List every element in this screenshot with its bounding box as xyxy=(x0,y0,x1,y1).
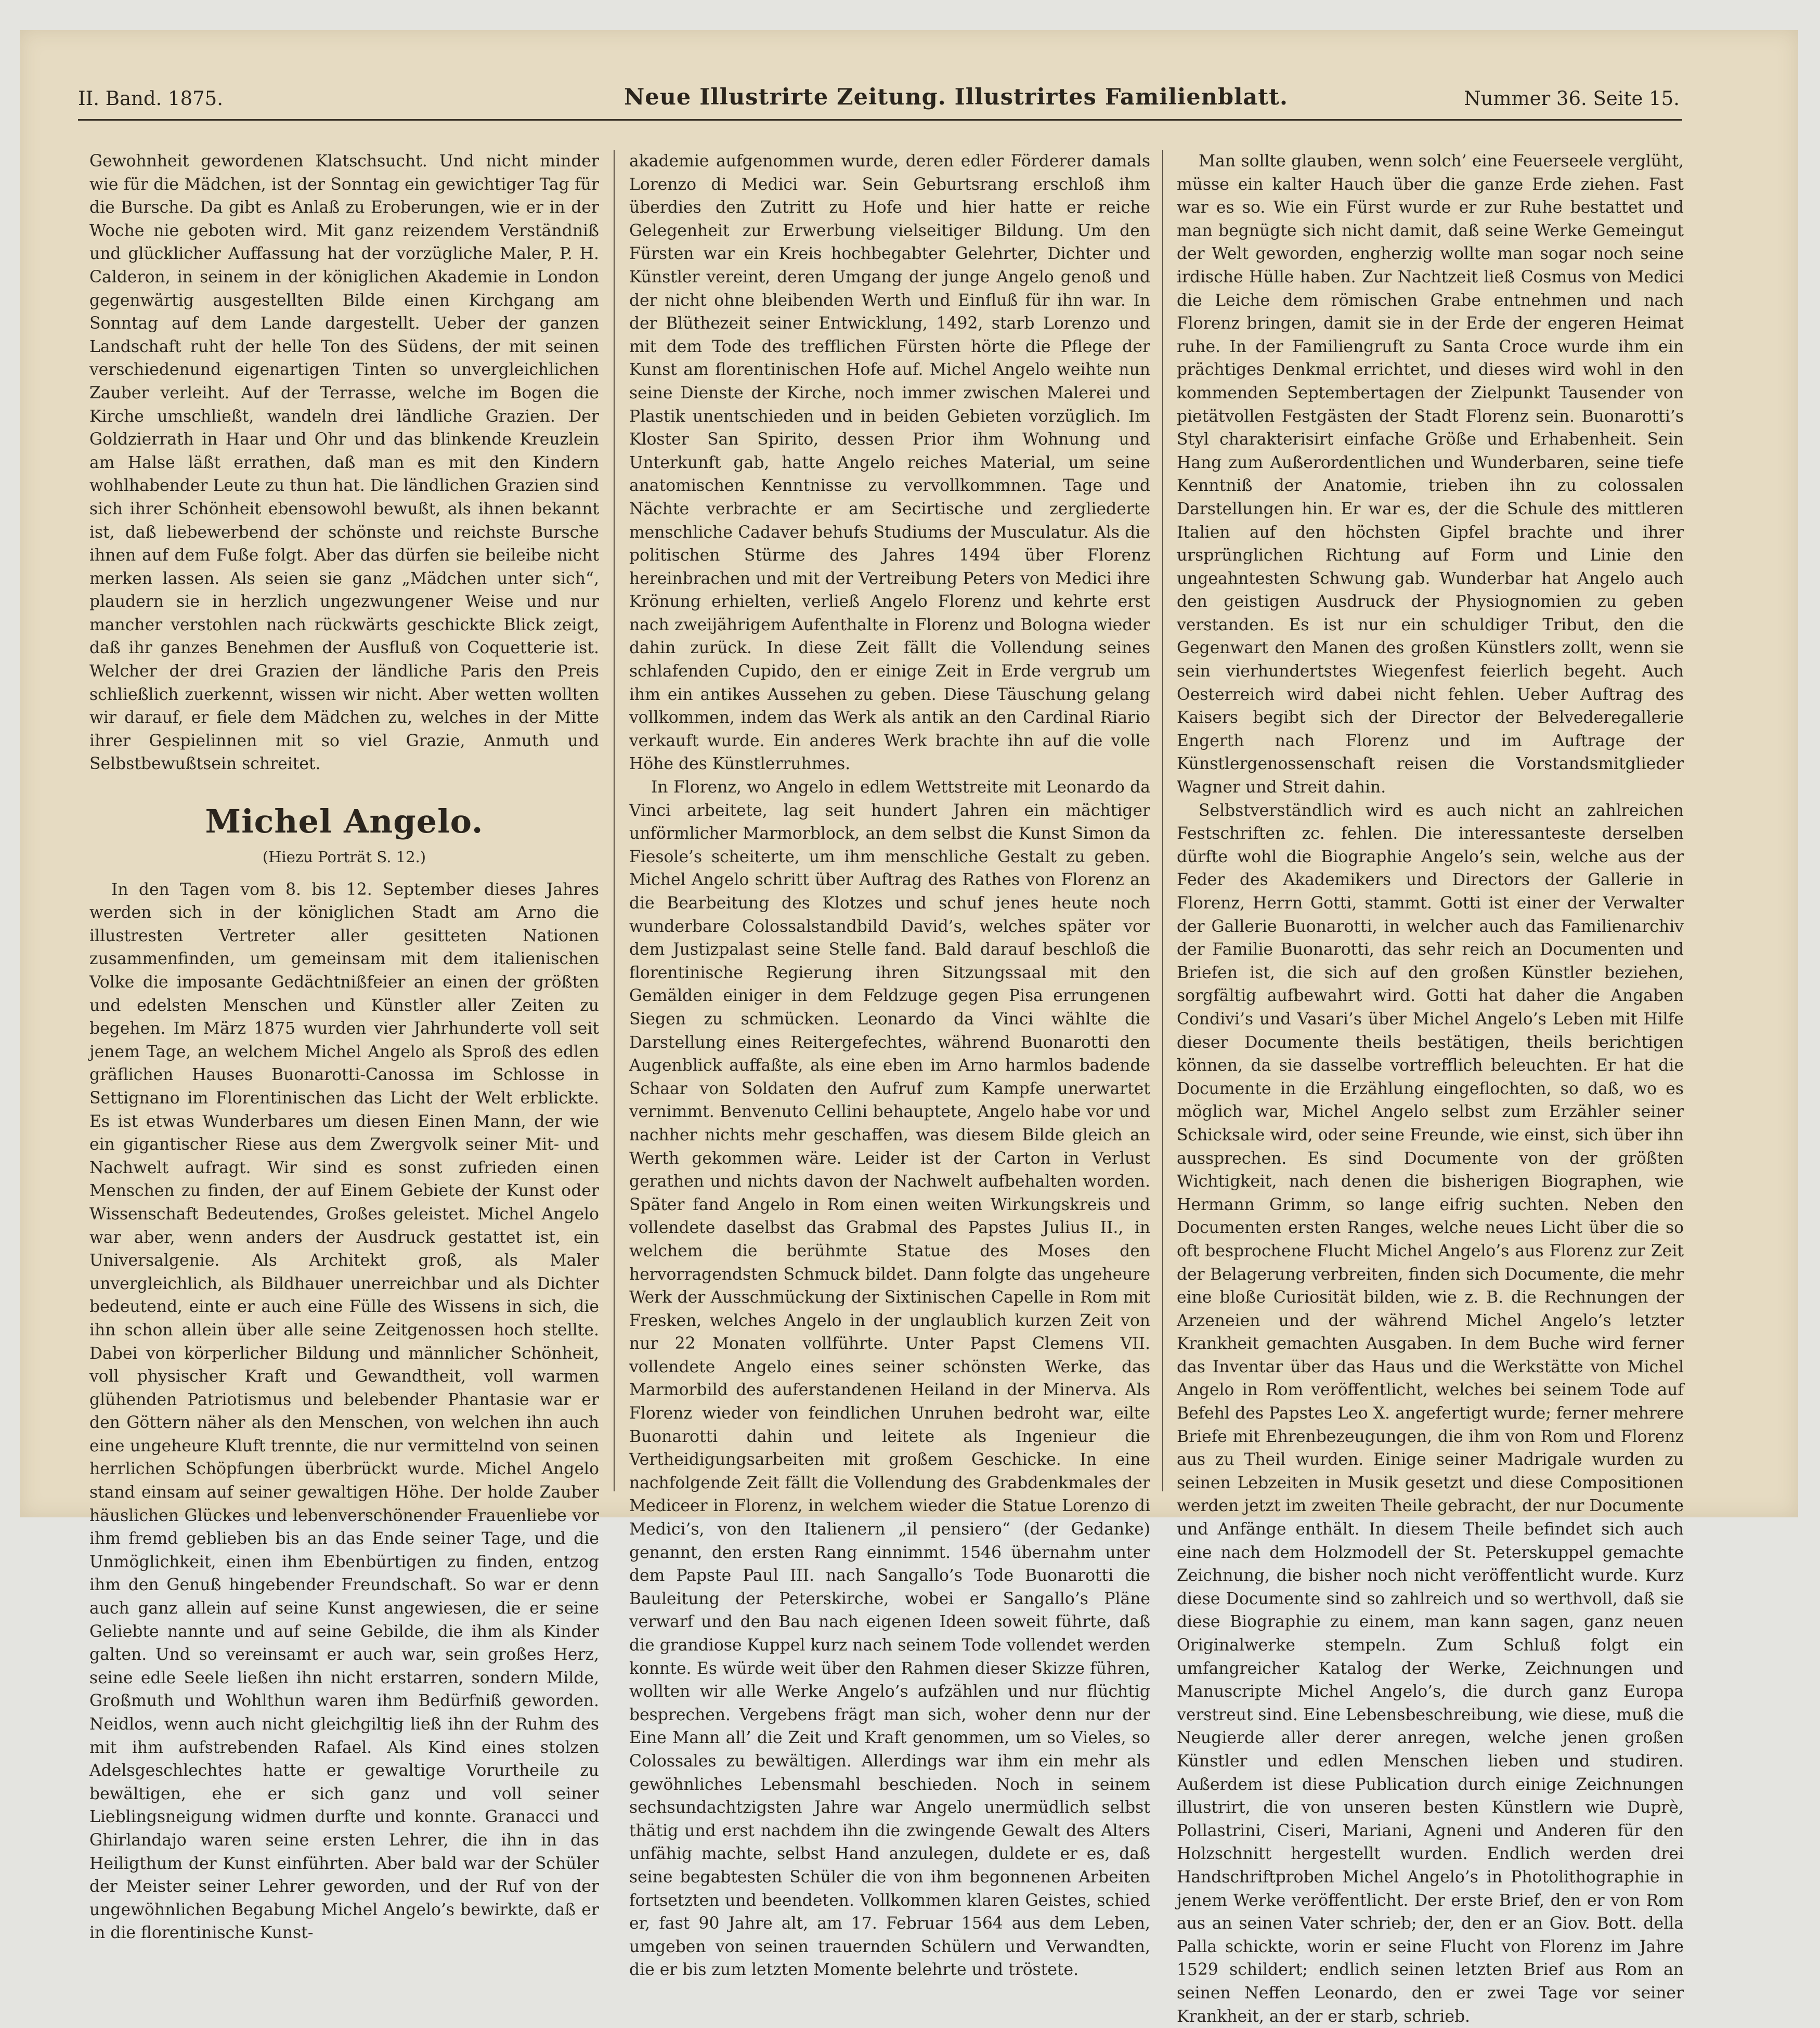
article-subtitle: (Hiezu Porträt S. 12.) xyxy=(262,848,426,866)
article-paragraph: In den Tagen vom 8. bis 12. September dieses Jahres werden sich in der königlichen Stadt am Arno die illustresten Vertreter aller gesitteten Nationen zusammenfinden, um gemeinsam mit dem italienischen Volke die imposante Gedächtnißfeier an einen der größten und edelsten Menschen und Künstler aller Zeiten zu begehen. Im März 1875 wurden vier Jahrhunderte voll seit jenem Tage, an welchem Michel Angelo als Sproß des edlen gräflichen Hauses Buonarotti-Canossa im Schlosse in Settignano im Florentinischen das Licht der Welt erblickte. Es ist etwas Wunderbares um diesen Einen Mann, der wie ein gigantischer Riese aus dem Zwergvolk seiner Mit- und Nachwelt aufragt. Wir sind es sonst zufrieden einen Menschen zu finden, der auf Einem Gebiete der Kunst oder Wissenschaft Bedeutendes, Großes geleistet. Michel Angelo war aber, wenn anders der Ausdruck gestattet ist, ein Universalgenie. Als Architekt groß, als Maler unvergleichlich, als Bildhauer unerreichbar und als Dichter bedeutend, einte er auch eine Fülle des Wissens in sich, die ihn schon allein über alle seine Zeitgenossen hoch stellte. Dabei von körperlicher Bildung und männlicher Schönheit, voll physischer Kraft und Gewandtheit, voll warmen glühenden Patriotismus und belebender Phantasie war er den Göttern näher als den Menschen, von welchen ihn auch eine ungeheure Kluft trennte, die nur vermittelnd von seinen herrlichen Schöpfungen überbrückt wurde. Michel Angelo stand einsam auf seiner gewaltigen Höhe. Der holde Zauber häuslichen Glückes und lebenverschönender Frauenliebe vor ihm fremd geblieben bis an das Ende seiner Tage, und die Unmöglichkeit, einen ihm Ebenbürtigen zu finden, entzog ihm den Genuß hingebender Freundschaft. So war er denn auch ganz allein auf seine Kunst angewiesen, die er seine Geliebte nannte und auf seine Gebilde, die ihm als Kinder galten. Und so vereinsamt er auch war, sein großes Herz, seine edle Seele ließen ihn nicht erstarren, sondern Milde, Großmuth und Wohlthun waren ihm Bedürfniß geworden. Neidlos, wenn auch nicht gleichgiltig ließ ihn der Ruhm des mit ihm aufstrebenden Rafael. Als Kind eines stolzen Adelsgeschlechtes hatte er gewaltige Vorurtheile zu bewältigen, ehe er sich ganz und voll seiner Lieblingsneigung widmen durfte und konnte. Granacci und Ghirlandajo waren seine ersten Lehrer, die ihn in das Heiligthum der Kunst einführten. Aber bald war der Schüler der Meister seiner Lehrer geworden, und der Ruf von der ungewöhnlichen Begabung Michel Angelo’s bewirkte, daß er in die florentinische Kunst- xyxy=(89,880,599,1943)
article-paragraph: Man sollte glauben, wenn solch’ eine Feuerseele verglüht, müsse ein kalter Hauch über die ganze Erde ziehen. Fast war es so. Wie ein Fürst wurde er zur Ruhe bestattet und man begnügte sich nicht damit, daß seine Werke Gemeingut der Welt geworden, engherzig wollte man sogar noch seine irdische Hülle haben. Zur Nachtzeit ließ Cosmus von Medici die Leiche dem römischen Grabe entnehmen und nach Florenz bringen, damit sie in der Erde der engeren Heimat ruhe. In der Familiengruft zu Santa Croce wurde ihm ein prächtiges Denkmal errichtet, und dieses wird wohl in den kommenden Septembertagen der Zielpunkt Tausender von pietätvollen Festgästen der Stadt Florenz sein. Buonarotti’s Styl charakterisirt einfache Größe und Erhabenheit. Sein Hang zum Außerordentlichen und Wunderbaren, seine tiefe Kenntniß der Anatomie, trieben ihn zu colossalen Darstellungen hin. Er war es, der die Schule des mittleren Italien auf den höchsten Gipfel brachte und ihrer ursprünglichen Richtung auf Form und Linie den ungeahntesten Schwung gab. Wunderbar hat Angelo auch den geistigen Ausdruck der Physiognomien zu geben verstanden. Es ist nur ein schuldiger Tribut, den die Gegenwart den Manen des großen Künstlers zollt, wenn sie sein vierhundertstes Wiegenfest feierlich begeht. Auch Oesterreich wird dabei nicht fehlen. Ueber Auftrag des Kaisers begibt sich der Director der Belvederegallerie Engerth nach Florenz und im Auftrage der Künstlergenossenschaft reisen die Vorstandsmitglieder Wagner und Streit dahin. xyxy=(1177,152,1684,797)
column-divider-2 xyxy=(1162,150,1163,1491)
column-2 xyxy=(629,150,1150,1980)
article-paragraph: Gewohnheit gewordenen Klatschsucht. Und nicht minder wie für die Mädchen, ist der Sonntag ein gewichtiger Tag für die Bursche. Da gibt es Anlaß zu Eroberungen, wie er in der Woche nie geboten wird. Mit ganz reizendem Verständniß und glücklicher Auffassung hat der vorzügliche Maler, P. H. Calderon, in seinem in der königlichen Akademie in London gegenwärtig ausgestellten Bilde einen Kirchgang am Sonntag auf dem Lande dargestellt. Ueber der ganzen Landschaft ruht der helle Ton des Südens, der mit seinen verschiedenund eigenartigen Tinten so unvergleichlichen Zauber verleiht. Auf der Terrasse, welche im Bogen die Kirche umschließt, wandeln drei ländliche Grazien. Der Goldzierrath in Haar und Ohr und das blinkende Kreuzlein am Halse läßt errathen, daß man es mit den Kindern wohlhabender Leute zu thun hat. Die ländlichen Grazien sind sich ihrer Schönheit ebensowohl bewußt, als ihnen bekannt ist, daß liebewerbend der schönste und reichste Bursche ihnen auf dem Fuße folgt. Aber das dürfen sie beileibe nicht merken lassen. Als seien sie ganz „Mädchen unter sich“, plaudern sie in herzlich ungezwungener Weise und nur mancher verstohlen nach rückwärts geschickte Blick zeigt, daß ihr ganzes Benehmen der Ausfluß von Coquetterie ist. Welcher der drei Grazien der ländliche Paris den Preis schließlich zuerkennt, wissen wir nicht. Aber wetten wollten wir darauf, er fiele dem Mädchen zu, welches in der Mitte ihrer Gespielinnen mit so viel Grazie, Anmuth und Selbstbewußtsein schreitet. xyxy=(89,152,599,774)
header-rule xyxy=(78,119,1682,121)
article-title: Michel Angelo. xyxy=(205,802,484,841)
column-1 xyxy=(89,150,599,1943)
column-3 xyxy=(1177,150,1684,2026)
article-paragraph: In Florenz, wo Angelo in edlem Wettstreite mit Leonardo da Vinci arbeitete, lag seit hundert Jahren ein mächtiger unförmlicher Marmorblock, an dem selbst die Kunst Simon da Fiesole’s scheiterte, um ihm menschliche Gestalt zu geben. Michel Angelo schritt über Auftrag des Rathes von Florenz an die Bearbeitung des Klotzes und schuf jenes heute noch wunderbare Colossalstandbild David’s, welches später vor dem Justizpalast seine Stelle fand. Bald darauf beschloß die florentinische Regierung ihren Sitzungssaal mit den Gemälden einiger in dem Feldzuge gegen Pisa errungenen Siegen zu schmücken. Leonardo da Vinci wählte die Darstellung eines Reitergefechtes, während Buonarotti den Augenblick auffaßte, als eine eben im Arno harmlos badende Schaar von Soldaten den Aufruf zum Kampfe unerwartet vernimmt. Benvenuto Cellini behauptete, Angelo habe vor und nachher nichts mehr geschaffen, was diesem Bilde gleich an Werth gekommen wäre. Leider ist der Carton in Verlust gerathen und nichts davon der Nachwelt aufbehalten worden. Später fand Angelo in Rom einen weiten Wirkungskreis und vollendete daselbst das Grabmal des Papstes Julius II., in welchem die berühmte Statue des Moses den hervorragendsten Schmuck bildet. Dann folgte das ungeheure Werk der Ausschmückung der Sixtinischen Capelle in Rom mit Fresken, welches Angelo in der unglaublich kurzen Zeit von nur 22 Monaten vollführte. Unter Papst Clemens VII. vollendete Angelo eines seiner schönsten Werke, das Marmorbild des auferstandenen Heiland in der Minerva. Als Florenz wieder von feindlichen Unruhen bedroht war, eilte Buonarotti dahin und leitete als Ingenieur die Vertheidigungsarbeiten mit großem Geschicke. In eine nachfolgende Zeit fällt die Vollendung des Grabdenkmales der Mediceer in Florenz, in welchem wieder die Statue Lorenzo di Medici’s, von den Italienern „il pensiero“ (der Gedanke) genannt, den ersten Rang einnimmt. 1546 übernahm unter dem Papste Paul III. nach Sangallo’s Tode Buonarotti die Bauleitung der Peterskirche, wobei er Sangallo’s Pläne verwarf und den Bau nach eigenen Ideen soweit führte, daß die grandiose Kuppel kurz nach seinem Tode vollendet werden konnte. Es würde weit über den Rahmen dieser Skizze führen, wollten wir alle Werke Angelo’s aufzählen und nur flüchtig besprechen. Vergebens frägt man sich, woher denn nur der Eine Mann all’ die Zeit und Kraft genommen, um so Vieles, so Colossales zu bewältigen. Allerdings war ihm ein mehr als gewöhnliches Lebensmahl beschieden. Noch in seinem sechsundachtzigsten Jahre war Angelo unermüdlich selbst thätig und erst nachdem ihn die zwingende Gewalt des Alters unfähig machte, selbst Hand anzulegen, duldete er es, daß seine begabtesten Schüler die von ihm begonnenen Arbeiten fortsetzten und beendeten. Vollkommen klaren Geistes, schied er, fast 90 Jahre alt, am 17. Februar 1564 aus dem Leben, umgeben von seinen trauernden Schülern und Verwandten, die er bis zum letzten Momente belehrte und tröstete. xyxy=(629,778,1150,1980)
article-paragraph: akademie aufgenommen wurde, deren edler Förderer damals Lorenzo di Medici war. Sein Geburtsrang erschloß ihm überdies den Zutritt zu Hofe und hier hatte er reiche Gelegenheit zur Erwerbung vielseitiger Bildung. Um den Fürsten war ein Kreis hochbegabter Gelehrter, Dichter und Künstler vereint, deren Umgang der junge Angelo genoß und der nicht ohne bleibenden Werth und Einfluß für ihn war. In der Blüthezeit seiner Entwicklung, 1492, starb Lorenzo und mit dem Tode des trefflichen Fürsten hörte die Pflege der Kunst am florentinischen Hofe auf. Michel Angelo weihte nun seine Dienste der Kirche, noch immer zwischen Malerei und Plastik unentschieden und in beiden Gebieten vorzüglich. Im Kloster San Spirito, dessen Prior ihm Wohnung und Unterkunft gab, hatte Angelo reiches Material, um seine anatomischen Kenntnisse zu vervollkommnen. Tage und Nächte verbrachte er am Secirtische und zergliederte menschliche Cadaver behufs Studiums der Musculatur. Als die politischen Stürme des Jahres 1494 über Florenz hereinbrachen und mit der Vertreibung Peters von Medici ihre Krönung erhielten, verließ Angelo Florenz und kehrte erst nach zweijährigem Aufenthalte in Florenz und Bologna wieder dahin zurück. In diese Zeit fällt die Vollendung seines schlafenden Cupido, den er einige Zeit in Erde vergrub um ihm ein antikes Aussehen zu geben. Diese Täuschung gelang vollkommen, indem das Werk als antik an den Cardinal Riario verkauft wurde. Ein anderes Werk brachte ihn auf die volle Höhe des Künstlerruhmes. xyxy=(629,152,1150,774)
issue-page-label: Nummer 36. Seite 15. xyxy=(1464,87,1680,110)
volume-label: II. Band. 1875. xyxy=(78,87,223,110)
column-divider-1 xyxy=(614,150,615,1491)
page-header xyxy=(78,84,1680,119)
masthead-title: Neue Illustrirte Zeitung. Illustrirtes Familienblatt. xyxy=(624,84,1288,110)
article-paragraph: Selbstverständlich wird es auch nicht an zahlreichen Festschriften zc. fehlen. Die interessanteste derselben dürfte wohl die Biographie Angelo’s sein, welche aus der Feder des Akademikers und Directors der Gallerie in Florenz, Herrn Gotti, stammt. Gotti ist einer der Verwalter der Gallerie Buonarotti, in welcher auch das Familienarchiv der Familie Buonarotti, das sehr reich an Documenten und Briefen ist, die sich auf den großen Künstler beziehen, sorgfältig aufbewahrt wird. Gotti hat daher die Angaben Condivi’s und Vasari’s über Michel Angelo’s Leben mit Hilfe dieser Documente theils bestätigen, theils berichtigen können, da sie dasselbe vortrefflich beleuchten. Er hat die Documente in die Erzählung eingeflochten, so daß, wo es möglich war, Michel Angelo selbst zum Erzähler seiner Schicksale wird, oder seine Freunde, wie einst, sich über ihn aussprechen. Es sind Documente von der größten Wichtigkeit, nach denen die bisherigen Biographen, wie Hermann Grimm, so lange eifrig suchten. Neben den Documenten ersten Ranges, welche neues Licht über die so oft besprochene Flucht Michel Angelo’s aus Florenz zur Zeit der Belagerung verbreiten, finden sich Documente, die mehr eine bloße Curiosität bilden, wie z. B. die Rechnungen der Arzeneien und der während Michel Angelo’s letzter Krankheit gemachten Ausgaben. In dem Buche wird ferner das Inventar über das Haus und die Werkstätte von Michel Angelo in Rom veröffentlicht, welches bei seinem Tode auf Befehl des Papstes Leo X. angefertigt wurde; ferner mehrere Briefe mit Ehrenbezeugungen, die ihm von Rom und Florenz aus zu Theil wurden. Einige seiner Madrigale wurden zu seinen Lebzeiten in Musik gesetzt und diese Compositionen werden jetzt im zweiten Theile gebracht, der nur Documente und Anfänge enthält. In diesem Theile befindet sich auch eine nach dem Holzmodell der St. Peterskuppel gemachte Zeichnung, die bisher noch nicht veröffentlicht wurde. Kurz diese Documente sind so zahlreich und so werthvoll, daß sie diese Biographie zu einem, man kann sagen, ganz neuen Originalwerke stempeln. Zum Schluß folgt ein umfangreicher Katalog der Werke, Zeichnungen und Manuscripte Michel Angelo’s, die durch ganz Europa verstreut sind. Eine Lebensbeschreibung, wie diese, muß die Neugierde aller derer anregen, welche jenen großen Künstler und edlen Menschen lieben und studiren. Außerdem ist diese Publication durch einige Zeichnungen illustrirt, die von unseren besten Künstlern wie Duprè, Pollastrini, Ciseri, Mariani, Agneni und Anderen für den Holzschnitt hergestellt wurden. Endlich werden drei Handschriftproben Michel Angelo’s in Photolithographie in jenem Werke veröffentlicht. Der erste Brief, den er von Rom aus an seinen Vater schrieb; der, den er an Giov. Bott. della Palla schickte, worin er seine Flucht von Florenz im Jahre 1529 schildert; endlich seinen letzten Brief aus Rom an seinen Neffen Leonardo, den er zwei Tage vor seiner Krankheit, an der er starb, schrieb. xyxy=(1177,801,1684,2026)
